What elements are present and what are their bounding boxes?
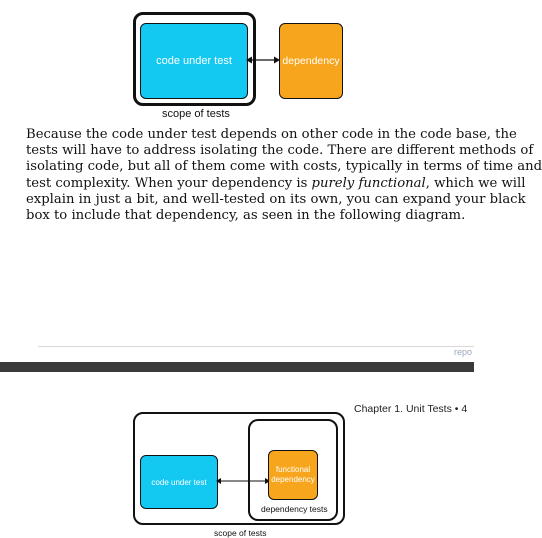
functional-dependency-box <box>268 450 318 500</box>
code-under-test-label-bottom: code under test <box>151 477 207 487</box>
code-under-test-label: code under test <box>156 55 232 67</box>
footer-rule <box>38 346 474 347</box>
header-separator: • <box>454 403 459 415</box>
functional-dependency-line2: dependency <box>271 475 315 484</box>
bidirectional-arrow-icon <box>246 54 280 66</box>
paragraph-line: tests will have to address isolating the code. There are different methods of <box>26 143 534 159</box>
body-paragraph <box>26 127 542 224</box>
paragraph-line-mixed: test complexity. When your dependency is purely functional, which we will <box>26 175 526 191</box>
dependency-label: dependency <box>282 55 340 67</box>
dependency-tests-caption: dependency tests <box>261 504 328 514</box>
purely-functional-emphasis: purely functional <box>311 175 426 191</box>
paragraph-line: box to include that dependency, as seen in the following diagram. <box>26 208 466 224</box>
code-under-test-box-bottom <box>140 455 218 509</box>
paragraph-line: explain in just a bit, and well-tested on its own, you can expand your black <box>26 191 526 207</box>
paragraph-line: isolating code, but all of them come with costs, typically in terms of time and <box>26 159 542 175</box>
scope-of-tests-caption-bottom: scope of tests <box>214 528 267 538</box>
code-under-test-box <box>140 23 248 99</box>
page-break-bar <box>0 362 474 372</box>
running-header <box>354 403 467 415</box>
dependency-box <box>279 23 343 99</box>
footer-repo-link[interactable]: repo <box>454 347 473 357</box>
chapter-title: Chapter 1. Unit Tests <box>354 403 452 415</box>
page-number: 4 <box>461 403 468 415</box>
scope-of-tests-caption: scope of tests <box>162 108 230 120</box>
paragraph-line: Because the code under test depends on other code in the code base, the <box>26 127 517 142</box>
functional-dependency-line1: functional <box>275 465 311 474</box>
